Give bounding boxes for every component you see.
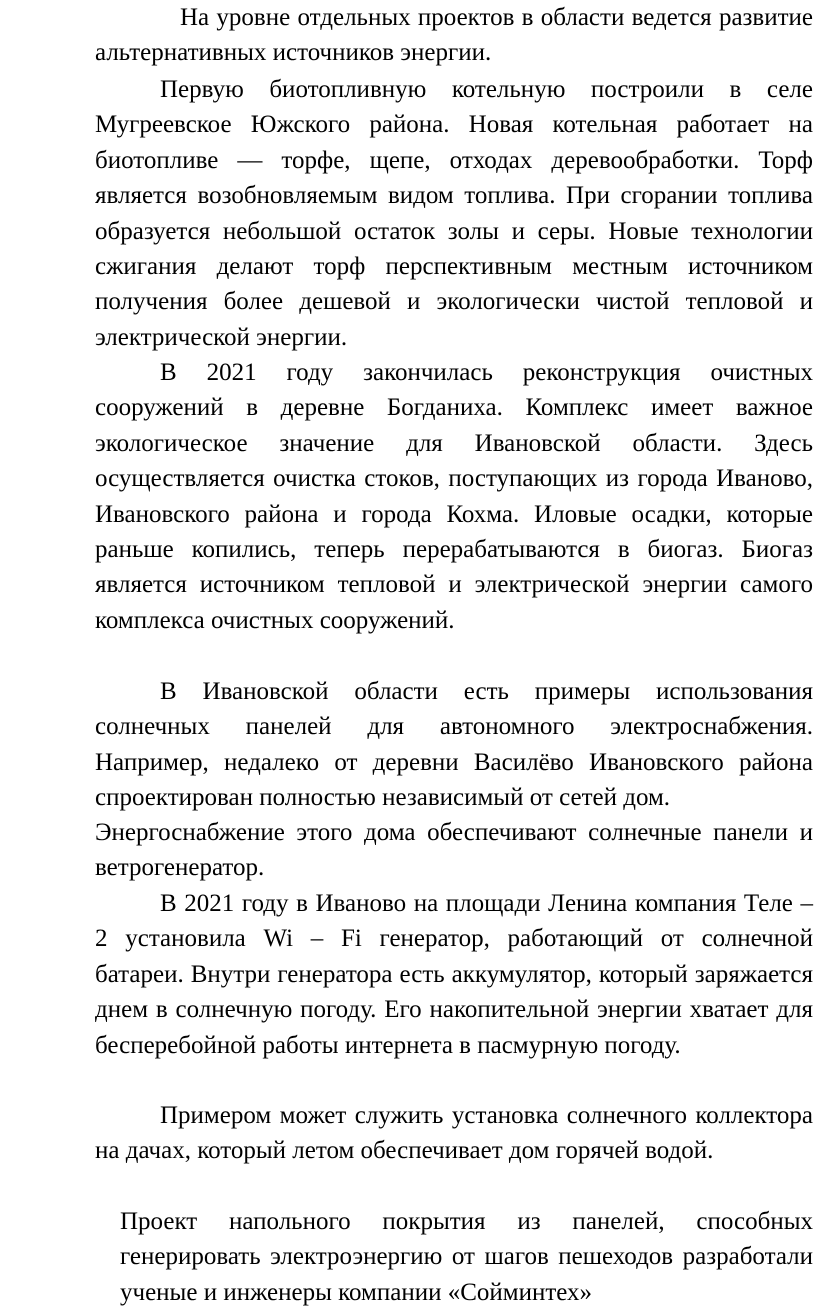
paragraph-treatment-facilities: В 2021 году закончилась реконструкция очистных сооружений в деревне Богданиха. Комплекс имеет важное экологическое значение для Ивановской области. Здесь осуществляется очистка стоков, поступающих из города Иваново, Ивановского района и города Кохма. Иловые осадки, которые раньше копились, теперь перерабатываются в биогаз. Биогаз является источником тепловой и электрической энергии самого комплекса очистных сооружений. (95, 359, 813, 634)
paragraph-solar-panels: В Ивановской области есть примеры использования солнечных панелей для автономного электроснабжения. Например, недалеко от деревни Василёво Ивановского района спроектирован полностью независимый от сетей дом. (95, 678, 813, 812)
paragraph-biofuel-boiler: Первую биотопливную котельную построили в селе Мугреевское Южского района. Новая котельная работает на биотопливе — торфе, щепе, отходах деревообработки. Торф является возобновляемым видом топлива. При сгорании топлива образуется небольшой остаток золы и серы. Новые технологии сжигания делают торф перспективным местным источником получения более дешевой и экологически чистой тепловой и электрической энергии. (95, 76, 813, 351)
paragraph-house-power-supply: Энергоснабжение этого дома обеспечивают солнечные панели и ветрогенератор. (95, 819, 813, 882)
paragraph-floor-panels-project: Проект напольного покрытия из панелей, способных генерировать электроэнергию от шагов пешеходов разработали ученые и инженеры компании «Сойминтех» (120, 1208, 813, 1306)
paragraph-wifi-generator: В 2021 году в Иваново на площади Ленина компания Теле – 2 установила Wi – Fi генератор, работающий от солнечной батареи. Внутри генератора есть аккумулятор, который заряжается днем в солнечную погоду. Его накопительной энергии хватает для бесперебойной работы интернета в пасмурную погоду. (95, 890, 813, 1059)
paragraph-solar-collector: Примером может служить установка солнечного коллектора на дачах, который летом обеспечивает дом горячей водой. (95, 1102, 813, 1165)
paragraph-alternative-energy-intro: На уровне отдельных проектов в области ведется развитие альтернативных источников энергии. (95, 4, 813, 67)
